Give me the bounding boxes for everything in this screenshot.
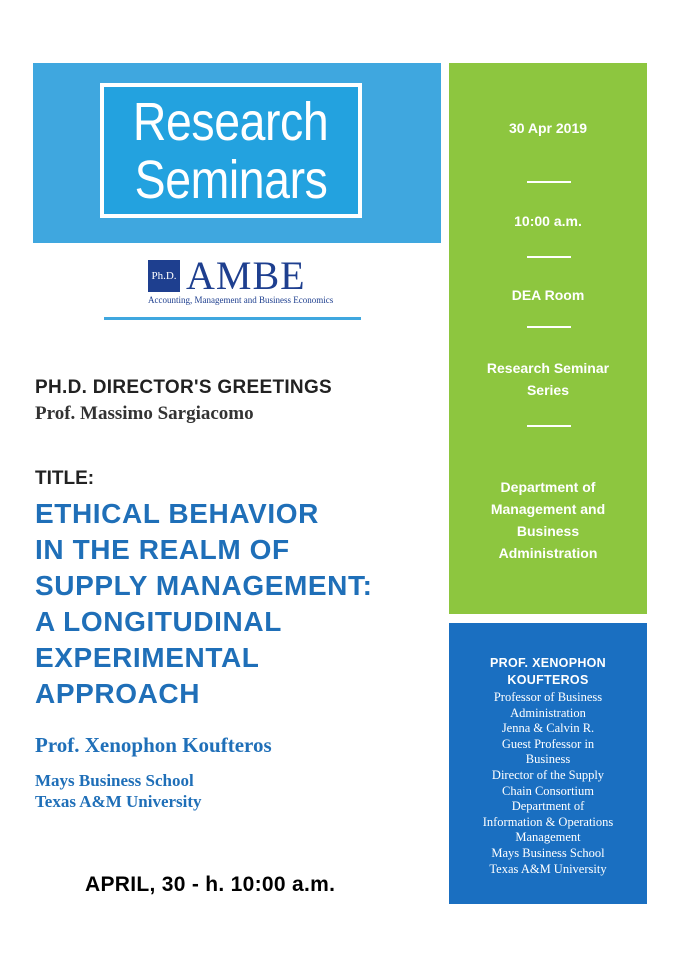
profile-line: Management	[515, 830, 581, 845]
logo-phd-badge: Ph.D.	[148, 260, 180, 292]
divider	[527, 326, 571, 328]
greetings-label: PH.D. DIRECTOR'S GREETINGS	[35, 377, 333, 398]
talk-title-line: EXPERIMENTAL	[35, 642, 260, 673]
title-line-research: Research	[133, 91, 329, 152]
logo-name: AMBE	[186, 253, 306, 298]
profile-name-line: PROF. XENOPHON	[489, 656, 607, 670]
profile-line: Department of	[511, 799, 585, 814]
speaker-affiliation-school: Mays Business School	[35, 771, 194, 790]
profile-name-line: KOUFTEROS	[507, 673, 589, 687]
speaker-affiliation-university: Texas A&M University	[35, 792, 202, 811]
talk-title	[35, 496, 455, 712]
divider	[527, 256, 571, 258]
profile-line: Texas A&M University	[489, 861, 607, 876]
seminar-title-inner	[104, 87, 358, 214]
event-time: 10:00 a.m.	[514, 213, 582, 229]
title-line-seminars: Seminars	[134, 149, 328, 210]
logo-divider	[104, 317, 361, 320]
profile-line: Business	[525, 752, 571, 767]
event-series-line: Series	[526, 382, 570, 398]
event-date: 30 Apr 2019	[508, 120, 588, 136]
profile-line: Chain Consortium	[501, 783, 595, 798]
talk-title-line: ETHICAL BEHAVIOR	[35, 498, 319, 529]
department-line: Management and	[490, 501, 606, 517]
talk-title-line: IN THE REALM OF	[35, 534, 290, 565]
department-line: Department of	[500, 479, 596, 495]
profile-name	[449, 655, 647, 689]
event-date-footer: APRIL, 30 - h. 10:00 a.m.	[85, 873, 336, 896]
greetings-name: Prof. Massimo Sargiacomo	[35, 403, 254, 424]
profile-line: Jenna & Calvin R.	[501, 721, 595, 736]
seminar-title-box	[100, 83, 362, 218]
speaker-name: Prof. Xenophon Koufteros	[35, 733, 272, 757]
talk-title-line: APPROACH	[35, 678, 201, 709]
profile-line: Guest Professor in	[501, 736, 595, 751]
profile-line: Mays Business School	[491, 845, 605, 860]
department-line: Administration	[498, 545, 598, 561]
talk-title-line: A LONGITUDINAL	[35, 606, 282, 637]
talk-title-label: TITLE:	[35, 468, 95, 489]
profile-line: Director of the Supply	[491, 767, 605, 782]
talk-title-line: SUPPLY MANAGEMENT:	[35, 570, 373, 601]
profile-details	[449, 690, 647, 877]
profile-line: Professor of Business	[493, 690, 603, 704]
event-series	[449, 357, 647, 401]
divider	[527, 181, 571, 183]
event-room: DEA Room	[511, 287, 585, 303]
ambe-logo	[148, 253, 338, 308]
event-department	[449, 476, 647, 564]
department-line: Business	[516, 523, 580, 539]
divider	[527, 425, 571, 427]
logo-subtitle: Accounting, Management and Business Economics	[148, 295, 334, 305]
profile-line: Information & Operations	[482, 814, 614, 829]
event-series-line: Research Seminar	[486, 360, 610, 376]
profile-line: Administration	[510, 705, 586, 720]
